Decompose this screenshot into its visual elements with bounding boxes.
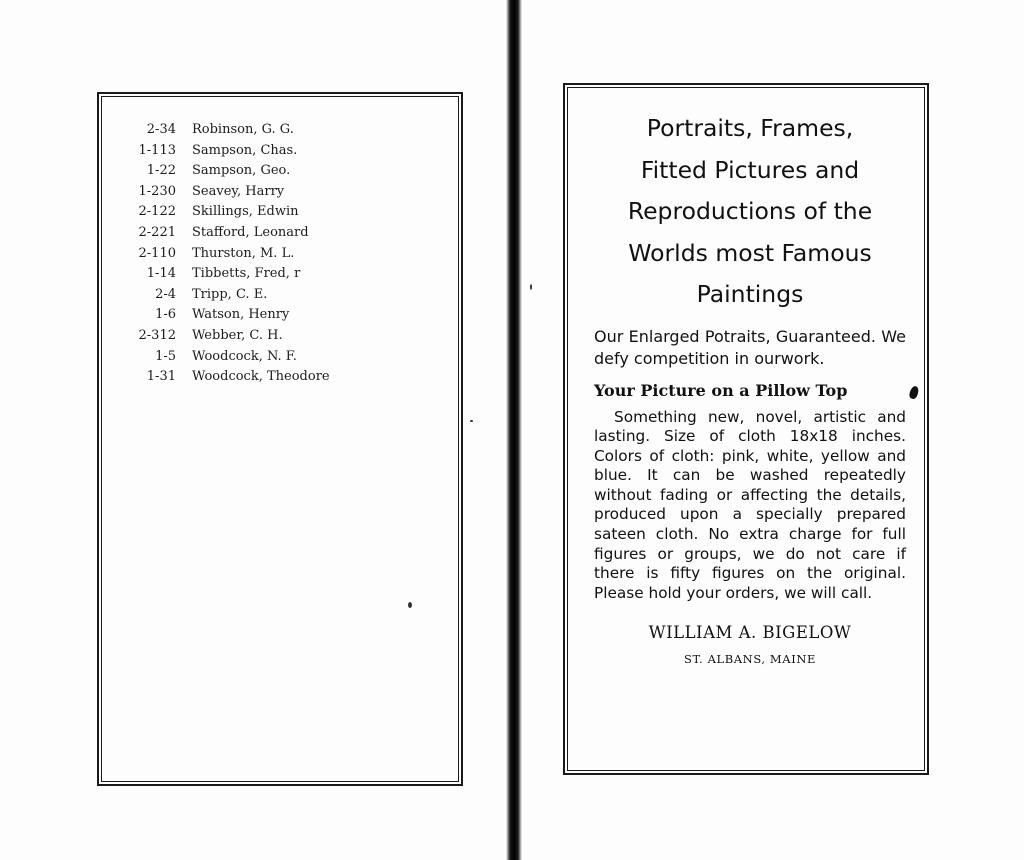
listing-number: 1-31 — [146, 369, 176, 385]
headline-line: Portraits, Frames, — [646, 114, 854, 142]
headline-line: Worlds most Famous — [628, 238, 872, 267]
listing-number: 2-312 — [138, 327, 176, 343]
listing-name: Tripp, C. E. — [192, 286, 268, 302]
listing-row — [128, 223, 448, 244]
listing-name: Tibbetts, Fred, r — [192, 266, 301, 282]
listing-number: 2-122 — [138, 204, 176, 220]
listing-row — [128, 141, 448, 162]
listing-name: Robinson, G. G. — [192, 122, 294, 137]
listing-name: Sampson, Geo. — [192, 163, 291, 179]
listing-number: 1-5 — [155, 348, 176, 364]
listing-row — [128, 182, 448, 203]
listing-name: Stafford, Leonard — [192, 224, 309, 240]
listing-number: 1-113 — [138, 142, 176, 158]
ad-subhead: Your Picture on a Pillow Top — [594, 380, 848, 400]
listing-row — [128, 347, 448, 368]
headline-line: Fitted Pictures and — [640, 155, 860, 184]
listing-number: 2-4 — [155, 286, 176, 302]
book-gutter — [506, 0, 522, 860]
ad-signature: WILLIAM A. BIGELOW — [648, 623, 852, 643]
ink-speck — [408, 602, 412, 608]
listing-name: Skillings, Edwin — [192, 204, 299, 220]
ink-speck — [530, 284, 532, 290]
listing-name: Thurston, M. L. — [192, 245, 295, 261]
listing-row — [128, 305, 448, 326]
directory-listing — [128, 120, 448, 388]
advertisement — [594, 108, 906, 666]
listing-name: Webber, C. H. — [192, 327, 283, 343]
listing-number: 2-34 — [146, 122, 176, 137]
listing-name: Woodcock, N. F. — [192, 348, 297, 364]
listing-number: 1-6 — [155, 307, 176, 323]
listing-number: 2-221 — [138, 224, 176, 240]
ad-headline — [594, 108, 906, 316]
headline-line: Paintings — [696, 280, 804, 308]
listing-name: Watson, Henry — [192, 307, 290, 323]
listing-row — [128, 202, 448, 223]
listing-number: 1-230 — [138, 183, 176, 199]
listing-name: Woodcock, Theodore — [192, 369, 330, 385]
ad-location: ST. ALBANS, MAINE — [684, 652, 816, 667]
listing-row — [128, 120, 448, 141]
listing-row — [128, 285, 448, 306]
listing-number: 1-14 — [146, 266, 176, 282]
listing-row — [128, 367, 448, 388]
listing-row — [128, 161, 448, 182]
headline-line: Reproductions of the — [627, 197, 873, 225]
listing-name: Seavey, Harry — [192, 183, 285, 199]
listing-number: 1-22 — [146, 163, 176, 179]
listing-row — [128, 264, 448, 285]
listing-row — [128, 326, 448, 347]
ad-intro: Our Enlarged Potraits, Guaranteed. We defy competition in ourwork. — [594, 326, 906, 368]
listing-number: 2-110 — [138, 245, 176, 261]
ink-speck — [470, 420, 473, 422]
ad-body: Something new, novel, artistic and lasting. Size of cloth 18x18 inches. Colors of cloth: pink, white, yellow and blue. It can be washed repeatedly without fading or affecting the details, produced upon a specially prepared sateen cloth. No extra charge for full figures or groups, we do not care if there is fifty figures on the original. Please hold your orders, we will call. — [594, 407, 906, 602]
listing-name: Sampson, Chas. — [192, 142, 298, 158]
listing-row — [128, 244, 448, 265]
